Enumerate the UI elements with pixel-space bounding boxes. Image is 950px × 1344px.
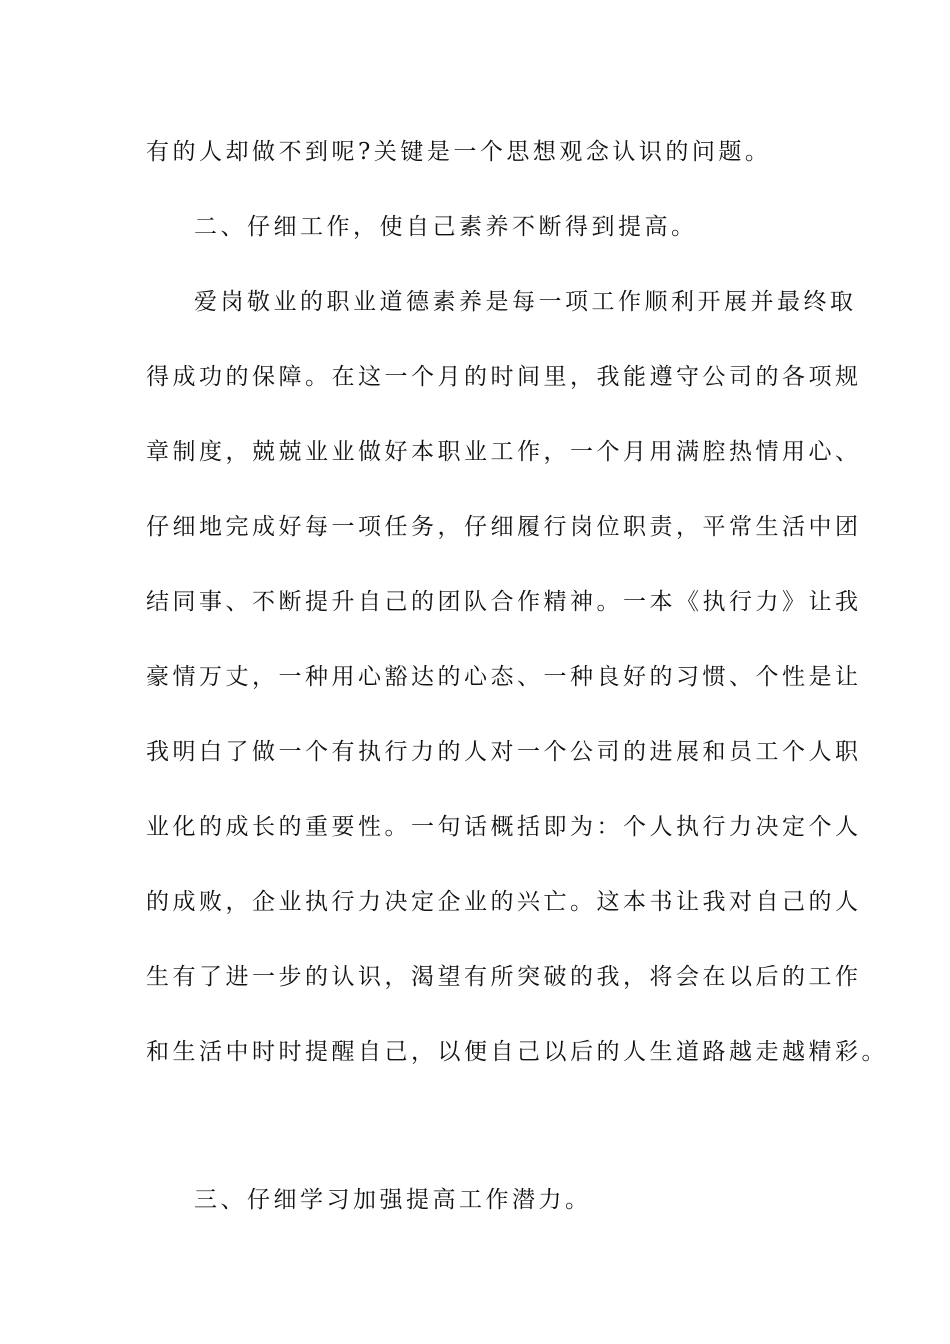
paragraph-line: 和生活中时时提醒自己，以便自己以后的人生道路越走越精彩。 — [146, 1039, 888, 1065]
paragraph-line: 业化的成长的重要性。一句话概括即为：个人执行力决定个人 — [146, 814, 862, 840]
paragraph-line: 仔细地完成好每一项任务，仔细履行岗位职责，平常生活中团 — [146, 514, 862, 540]
paragraph-line: 爱岗敬业的职业道德素养是每一项工作顺利开展并最终取 — [194, 289, 857, 315]
paragraph-line: 章制度，兢兢业业做好本职业工作，一个月用满腔热情用心、 — [146, 439, 862, 465]
paragraph-line: 的成败，企业执行力决定企业的兴亡。这本书让我对自己的人 — [146, 889, 862, 915]
paragraph-line: 豪情万丈，一种用心豁达的心态、一种良好的习惯、个性是让 — [146, 664, 862, 690]
paragraph-line: 结同事、不断提升自己的团队合作精神。一本《执行力》让我 — [146, 589, 862, 615]
paragraph-line: 我明白了做一个有执行力的人对一个公司的进展和员工个人职 — [146, 739, 862, 765]
paragraph-line: 得成功的保障。在这一个月的时间里，我能遵守公司的各项规 — [146, 364, 862, 390]
paragraph-line: 有的人却做不到呢?关键是一个思想观念认识的问题。 — [146, 139, 772, 165]
section-heading: 二、仔细工作，使自己素养不断得到提高。 — [194, 214, 698, 240]
paragraph-line: 生有了进一步的认识，渴望有所突破的我，将会在以后的工作 — [146, 964, 862, 990]
section-heading: 三、仔细学习加强提高工作潜力。 — [194, 1187, 592, 1213]
